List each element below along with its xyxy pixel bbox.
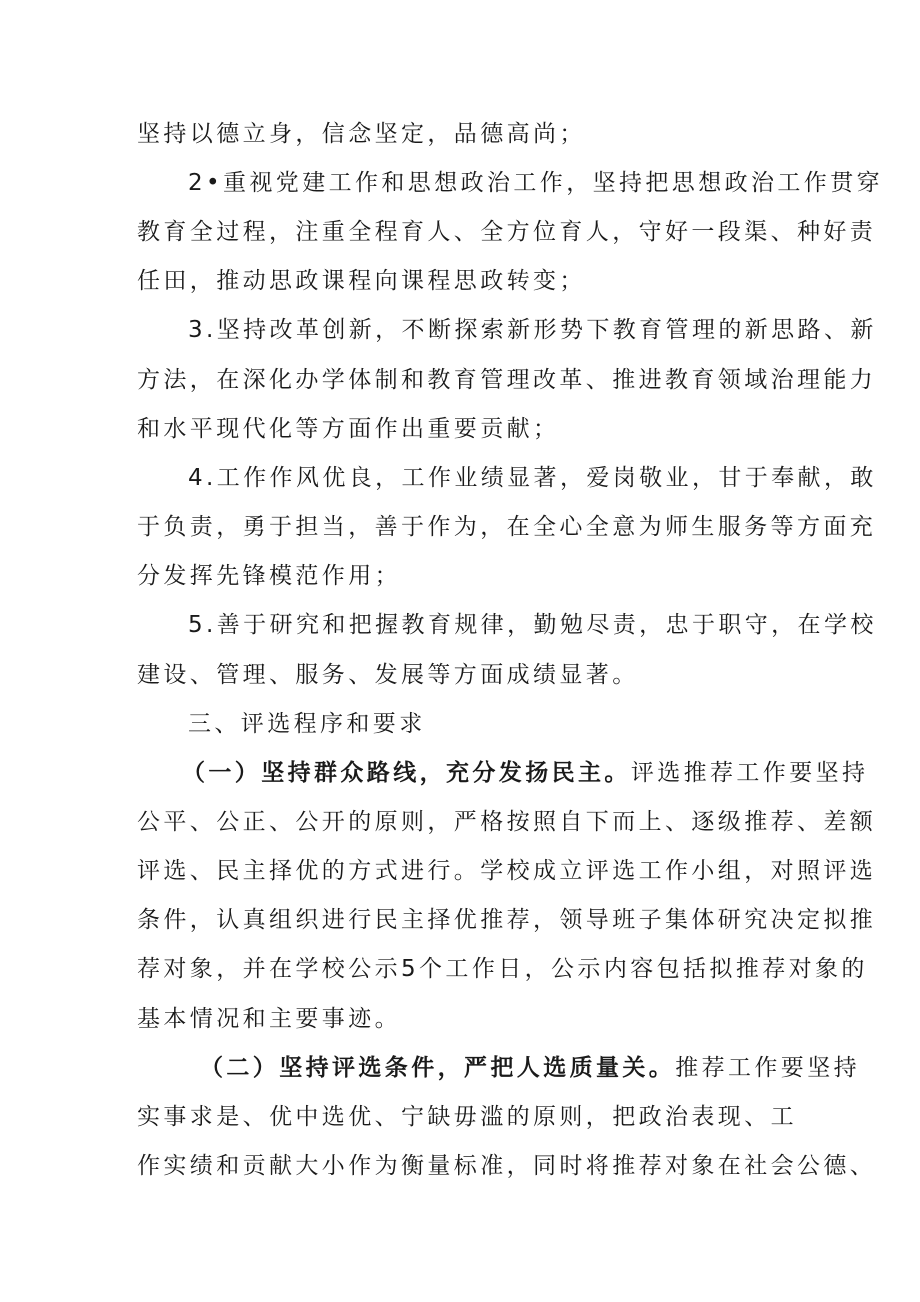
list-item-5-line: 5.善于研究和把握教育规律，勤勉尽责，忠于职守，在学校 <box>188 612 877 638</box>
paragraph-text: 评选推荐工作要坚持 <box>630 760 869 786</box>
subsection-heading-2: （二）坚持评选条件，严把人选质量关。 <box>200 1055 676 1081</box>
paragraph-line: 评选、民主择优的方式进行。学校成立评选工作小组，对照评选 <box>137 858 877 884</box>
paragraph-line: 于负责，勇于担当，善于作为，在全心全意为师生服务等方面充 <box>137 514 877 540</box>
paragraph-line: 条件，认真组织进行民主择优推荐，领导班子集体研究决定拟推 <box>137 907 877 933</box>
paragraph-line: 分发挥先锋模范作用； <box>137 563 401 589</box>
section-heading: 三、评选程序和要求 <box>188 711 426 737</box>
paragraph-line: 公平、公正、公开的原则，严格按照自下而上、逐级推荐、差额 <box>137 809 877 835</box>
paragraph-text: 推荐工作要坚持 <box>675 1055 861 1081</box>
paragraph-line: 方法，在深化办学体制和教育管理改革、推进教育领域治理能力 <box>137 367 877 393</box>
paragraph-line: 任田，推动思政课程向课程思政转变； <box>137 268 586 294</box>
paragraph-line: 实事求是、优中选优、宁缺毋滥的原则，把政治表现、工 <box>137 1104 797 1130</box>
subsection-heading-1: （一）坚持群众路线，充分发扬民主。 <box>182 760 631 786</box>
paragraph-line: 基本情况和主要事迹。 <box>137 1006 401 1032</box>
list-item-4-line: 4.工作作风优良，工作业绩显著，爱岗敬业，甘于奉献，敢 <box>188 465 877 491</box>
paragraph-line: 荐对象，并在学校公示5个工作日，公示内容包括拟推荐对象的 <box>137 956 868 982</box>
paragraph-line: 坚持以德立身，信念坚定，品德高尚； <box>137 121 586 147</box>
list-item-3-line: 3.坚持改革创新，不断探索新形势下教育管理的新思路、新 <box>188 317 877 343</box>
paragraph-line: 作实绩和贡献大小作为衡量标准，同时将推荐对象在社会公德、 <box>137 1153 877 1179</box>
list-item-2-line: 2•重视党建工作和思想政治工作，坚持把思想政治工作贯穿 <box>188 170 883 196</box>
paragraph-line: 建设、管理、服务、发展等方面成绩显著。 <box>137 662 639 688</box>
paragraph-line-with-heading <box>182 758 868 788</box>
paragraph-line-with-heading <box>200 1053 860 1083</box>
paragraph-line: 和水平现代化等方面作出重要贡献； <box>137 416 560 442</box>
paragraph-line: 教育全过程，注重全程育人、全方位育人，守好一段渠、种好责 <box>137 219 877 245</box>
